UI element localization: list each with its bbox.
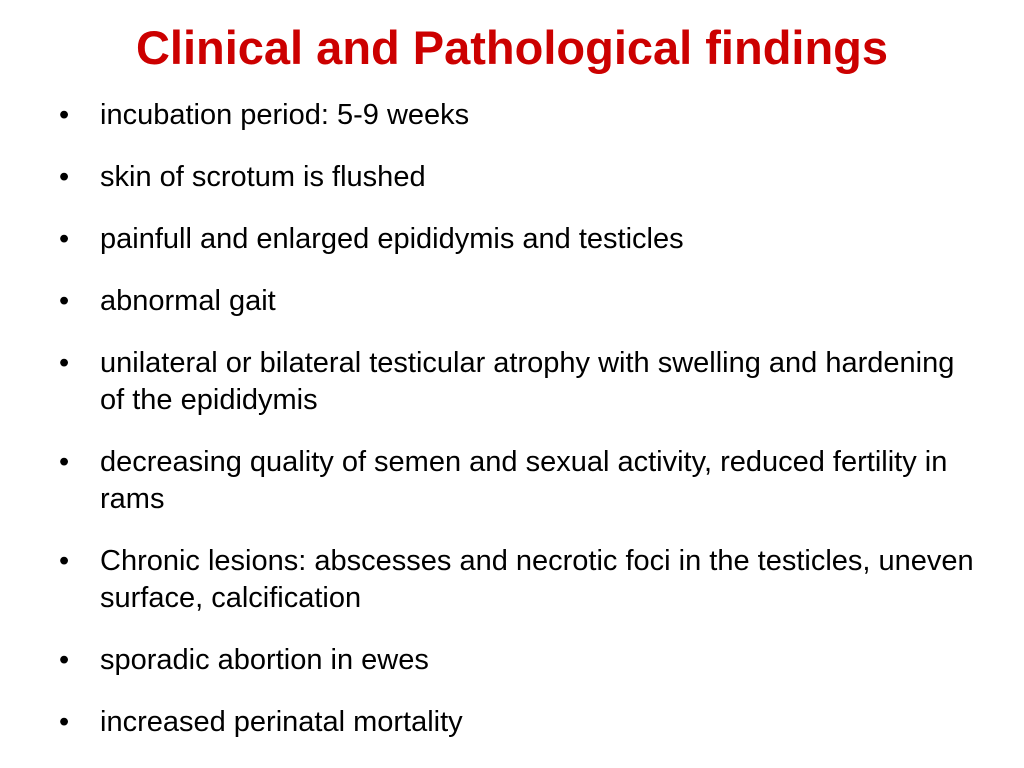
bullet-text: increased perinatal mortality [100,706,463,738]
bullet-item [55,704,985,741]
bullet-icon: • [59,99,70,131]
bullet-item [55,283,985,320]
slide-title: Clinical and Pathological findings [135,21,889,74]
bullet-item [55,543,985,617]
bullet-icon: • [59,285,70,317]
bullet-text: skin of scrotum is flushed [100,161,426,193]
bullet-text: sporadic abortion in ewes [100,644,429,676]
bullet-icon: • [59,347,70,379]
bullet-text: abnormal gait [100,285,276,317]
bullet-text: incubation period: 5-9 weeks [100,99,470,131]
bullet-text: Chronic lesions: abscesses and necrotic foci in the testicles, uneven surface, calcification [100,545,974,614]
bullet-icon: • [59,161,70,193]
bullet-item [55,159,985,196]
bullet-text: decreasing quality of semen and sexual activity, reduced fertility in rams [100,446,948,515]
bullet-item [55,97,985,134]
bullet-item [55,345,985,419]
bullet-icon: • [59,446,70,478]
bullet-item [55,642,985,679]
bullet-item [55,221,985,258]
bullet-text: painfull and enlarged epididymis and testicles [100,223,684,255]
bullet-list [55,97,985,766]
bullet-icon: • [59,223,70,255]
bullet-text: unilateral or bilateral testicular atrophy with swelling and hardening of the epididymis [100,347,955,416]
bullet-icon: • [59,706,70,738]
bullet-icon: • [59,545,70,577]
bullet-icon: • [59,644,70,676]
bullet-item [55,444,985,518]
